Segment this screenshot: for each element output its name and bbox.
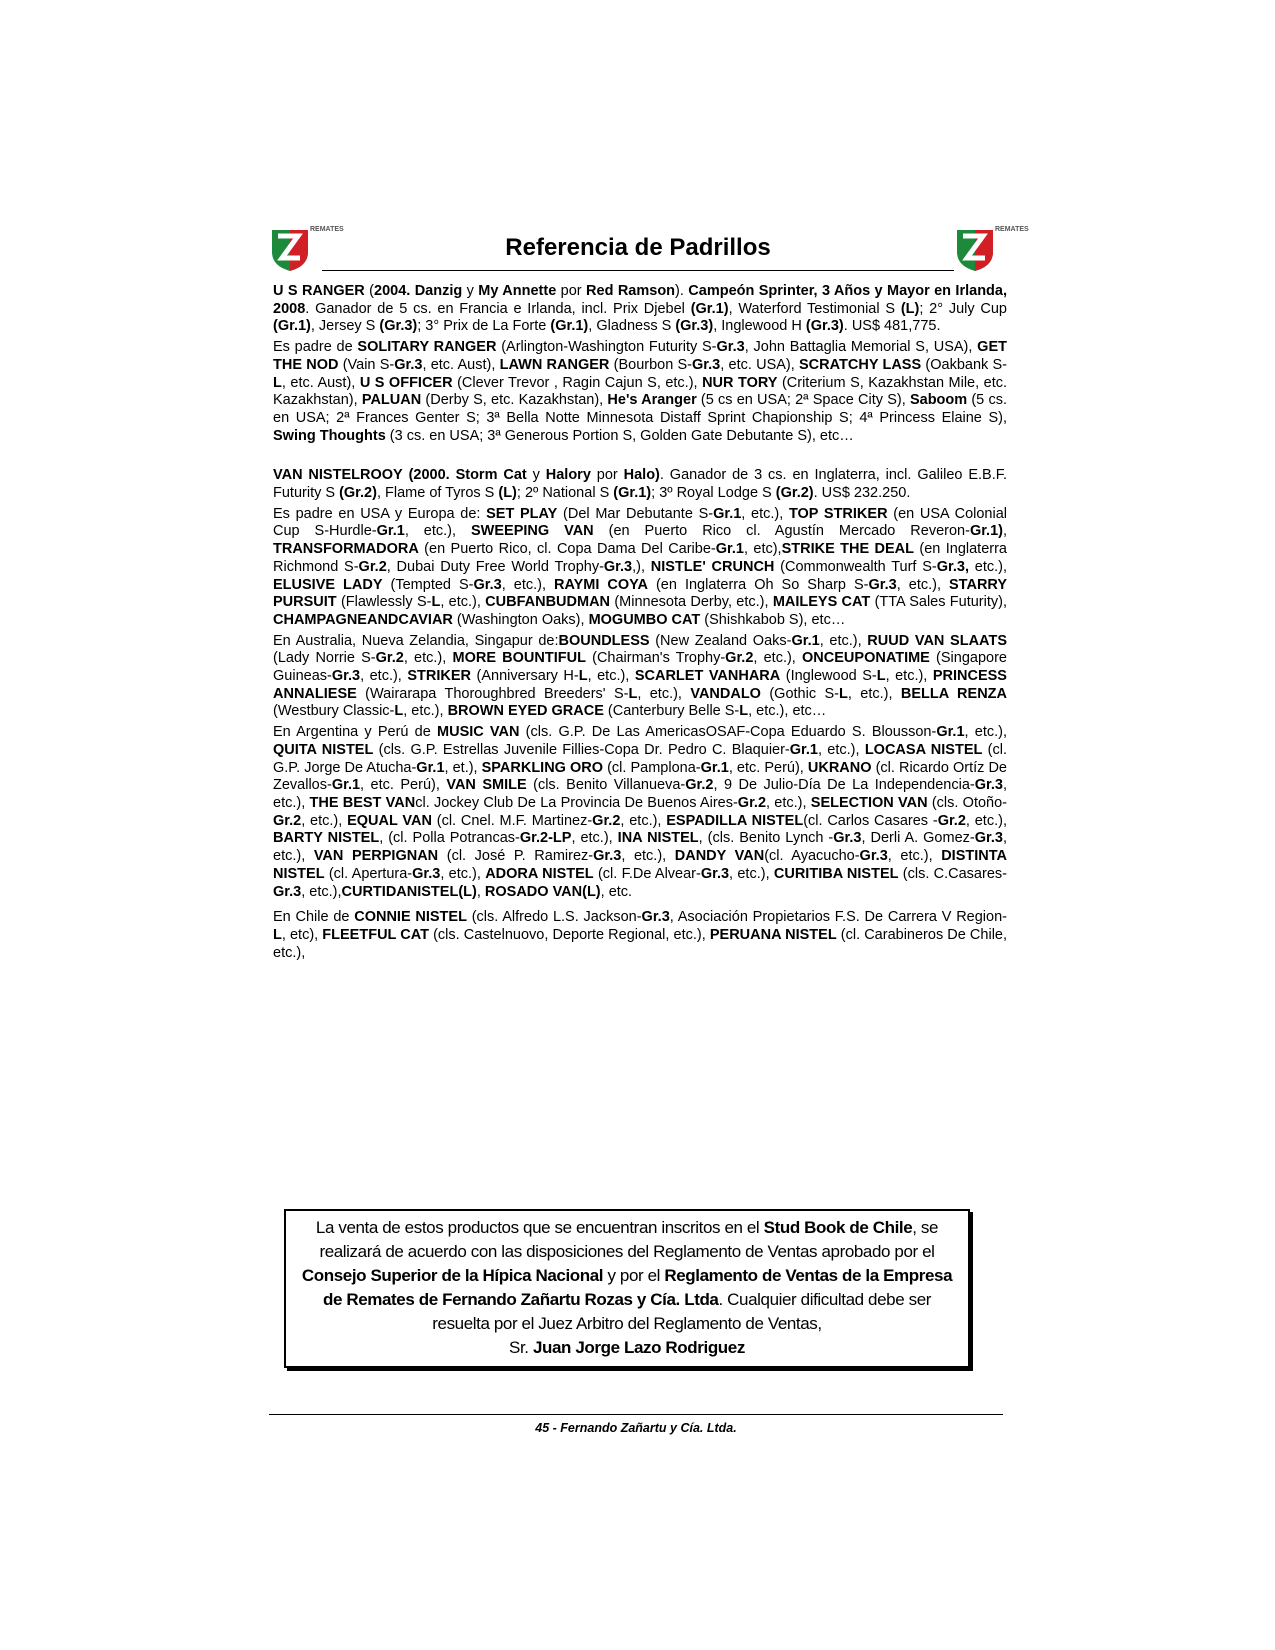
shield-logo-icon bbox=[955, 226, 995, 272]
sale-rules-notice: La venta de estos productos que se encuentran inscritos en el Stud Book de Chile, se realizará de acuerdo con las disposiciones del Reglamento de Ventas aprobado por el Consejo Superior de la Hípica Nacional y por el Reglamento de Ventas de la Empresa de Remates de Fernando Zañartu Rozas y Cía. Ltda. Cualquier dificultad debe ser resuelta por el Juez Arbitro del Reglamento de Ventas, Sr. Juan Jorge Lazo Rodriguez bbox=[284, 1209, 970, 1368]
shield-logo-icon bbox=[270, 226, 310, 272]
van-nistelrooy-summary: VAN NISTELROOY (2000. Storm Cat y Halory por Halo). Ganador de 3 cs. en Inglaterra, incl. Galileo E.B.F. Futurity S (Gr.2), Flame of Tyros S (L); 2º National S (Gr.1); 3º Royal Lodge S (Gr.2). US$ 232.250. bbox=[273, 467, 1008, 502]
zj-remates-logo-left bbox=[270, 226, 344, 276]
van-nistelrooy-offspring-argentina-peru: En Argentina y Perú de MUSIC VAN (cls. G.P. De Las AmericasOSAF-Copa Eduardo S. Blousson-Gr.1, etc.), QUITA NISTEL (cls. G.P. Estrellas Juvenile Fillies-Copa Dr. Pedro C. Blaquier-Gr.1, etc.), LOCASA NISTEL (cl. G.P. Jorge De Atucha-Gr.1, et.), SPARKLING ORO (cl. Pamplona-Gr.1, etc. Perú), UKRANO (cl. Ricardo Ortíz De Zevallos-Gr.1, etc. Perú), VAN SMILE (cls. Benito Villanueva-Gr.2, 9 De Julio-Día De La Independencia-Gr.3, etc.), THE BEST VANcl. Jockey Club De La Provincia De Buenos Aires-Gr.2, etc.), SELECTION VAN (cls. Otoño-Gr.2, etc.), EQUAL VAN (cl. Cnel. M.F. Martinez-Gr.2, etc.), ESPADILLA NISTEL(cl. Carlos Casares -Gr.2, etc.), BARTY NISTEL, (cl. Polla Potrancas-Gr.2-LP, etc.), INA NISTEL, (cls. Benito Lynch -Gr.3, Derli A. Gomez-Gr.3, etc.), VAN PERPIGNAN (cl. José P. Ramirez-Gr.3, etc.), DANDY VAN(cl. Ayacucho-Gr.3, etc.), DISTINTA NISTEL (cl. Apertura-Gr.3, etc.), ADORA NISTEL (cl. F.De Alvear-Gr.3, etc.), CURITIBA NISTEL (cls. C.Casares-Gr.3, etc.),CURTIDANISTEL(L), ROSADO VAN(L), etc. bbox=[273, 724, 1007, 900]
us-ranger-offspring: Es padre de SOLITARY RANGER (Arlington-Washington Futurity S-Gr.3, John Battaglia Memorial S, USA), GET THE NOD (Vain S-Gr.3, etc. Aust), LAWN RANGER (Bourbon S-Gr.3, etc. USA), SCRATCHY LASS (Oakbank S-L, etc. Aust), U S OFFICER (Clever Trevor , Ragin Cajun S, etc.), NUR TORY (Criterium S, Kazakhstan Mile, etc. Kazakhstan), PALUAN (Derby S, etc. Kazakhstan), He's Aranger (5 cs en USA; 2ª Space City S), Saboom (5 cs. en USA; 2ª Frances Genter S; 3ª Bella Notte Minnesota Distaff Sprint Chapionship S; 4ª Princess Elaine S), Swing Thoughts (3 cs. en USA; 3ª Generous Portion S, Golden Gate Debutante S), etc… bbox=[273, 339, 1007, 444]
van-nistelrooy-offspring-usa-europe: Es padre en USA y Europa de: SET PLAY (Del Mar Debutante S-Gr.1, etc.), TOP STRIKER (en USA Colonial Cup S-Hurdle-Gr.1, etc.), SWEEPING VAN (en Puerto Rico cl. Agustín Mercado Reveron-Gr.1), TRANSFORMADORA (en Puerto Rico, cl. Copa Dama Del Caribe-Gr.1, etc),STRIKE THE DEAL (en Inglaterra Richmond S-Gr.2, Dubai Duty Free World Trophy-Gr.3,), NISTLE' CRUNCH (Commonwealth Turf S-Gr.3, etc.), ELUSIVE LADY (Tempted S-Gr.3, etc.), RAYMI COYA (en Inglaterra Oh So Sharp S-Gr.3, etc.), STARRY PURSUIT (Flawlessly S-L, etc.), CUBFANBUDMAN (Minnesota Derby, etc.), MAILEYS CAT (TTA Sales Futurity), CHAMPAGNEANDCAVIAR (Washington Oaks), MOGUMBO CAT (Shishkabob S), etc… bbox=[273, 505, 1008, 628]
van-nistelrooy-offspring-chile: En Chile de CONNIE NISTEL (cls. Alfredo L.S. Jackson-Gr.3, Asociación Propietarios F.S. De Carrera V Region-L, etc), FLEETFUL CAT (cls. Castelnuovo, Deporte Regional, etc.), PERUANA NISTEL (cl. Carabineros De Chile, etc.), bbox=[273, 909, 1008, 961]
zj-remates-logo-right bbox=[955, 226, 1029, 276]
page-footer: 45 - Fernando Zañartu y Cía. Ltda. bbox=[535, 1421, 737, 1435]
footer-divider bbox=[269, 1414, 1003, 1415]
logo-word: REMATES bbox=[310, 226, 344, 233]
title-underline bbox=[322, 270, 954, 271]
van-nistelrooy-offspring-australasia: En Australia, Nueva Zelandia, Singapur de:BOUNDLESS (New Zealand Oaks-Gr.1, etc.), RUUD VAN SLAATS (Lady Norrie S-Gr.2, etc.), MORE BOUNTIFUL (Chairman's Trophy-Gr.2, etc.), ONCEUPONATIME (Singapore Guineas-Gr.3, etc.), STRIKER (Anniversary H-L, etc.), SCARLET VANHARA (Inglewood S-L, etc.), PRINCESS ANNALIESE (Wairarapa Thoroughbred Breeders' S-L, etc.), VANDALO (Gothic S-L, etc.), BELLA RENZA (Westbury Classic-L, etc.), BROWN EYED GRACE (Canterbury Belle S-L, etc.), etc… bbox=[273, 632, 1007, 720]
sire-references bbox=[273, 283, 1007, 965]
logo-word: REMATES bbox=[995, 226, 1029, 233]
us-ranger-summary: U S RANGER (2004. Danzig y My Annette por Red Ramson). Campeón Sprinter, 3 Años y Mayor en Irlanda, 2008. Ganador de 5 cs. en Francia e Irlanda, incl. Prix Djebel (Gr.1), Waterford Testimonial S (L); 2° July Cup (Gr.1), Jersey S (Gr.3); 3° Prix de La Forte (Gr.1), Gladness S (Gr.3), Inglewood H (Gr.3). US$ 481,775. bbox=[273, 283, 1008, 335]
page-title: Referencia de Padrillos bbox=[505, 234, 771, 261]
